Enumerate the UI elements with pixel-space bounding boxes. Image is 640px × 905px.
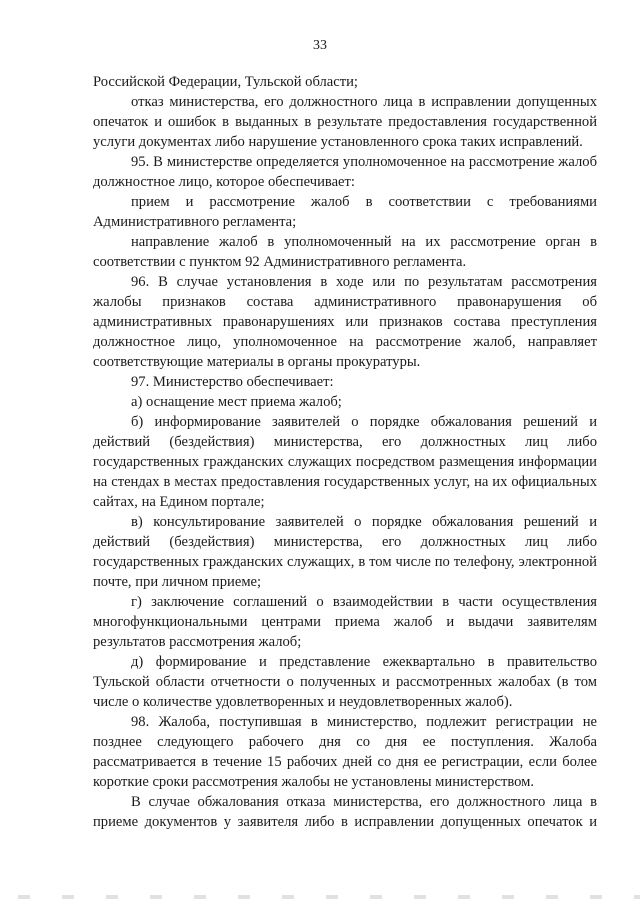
paragraph-97-d: д) формирование и представление ежеквартально в правительство Тульской области отчетности о полученных и рассмотренных жалобах (в том числе о количестве удовлетворенных и неудовлетворенных жалоб). bbox=[93, 654, 597, 710]
paragraph-continuation: Российской Федерации, Тульской области; bbox=[93, 74, 358, 90]
page-number: 33 bbox=[313, 38, 327, 53]
paragraph-95: 95. В министерстве определяется уполномоченное на рассмотрение жалоб должностное лицо, которое обеспечивает: bbox=[93, 154, 597, 190]
paragraph-refusal-corrections: отказ министерства, его должностного лица в исправлении допущенных опечаток и ошибок в выданных в результате предоставления государственной услуги документах либо нарушение установленного срока таких исправлений. bbox=[93, 94, 597, 150]
paragraph-97-g: г) заключение соглашений о взаимодействии в части осуществления многофункциональными центрами приема жалоб и выдачи заявителям результатов рассмотрения жалоб; bbox=[93, 594, 597, 650]
paragraph-96: 96. В случае установления в ходе или по результатам рассмотрения жалобы признаков состава административного правонарушения об административных правонарушениях или признаков состава преступления должностное лицо, уполномоченное на рассмотрение жалоб, направляет соответствующие материалы в органы прокуратуры. bbox=[93, 274, 597, 370]
paragraph-95-receipt: прием и рассмотрение жалоб в соответствии с требованиями Административного регламента; bbox=[93, 194, 597, 230]
paragraph-97-v: в) консультирование заявителей о порядке обжалования решений и действий (бездействия) министерства, его должностных лиц либо государственных гражданских служащих, в том числе по телефону, электронной почте, при личном приеме; bbox=[93, 514, 597, 590]
paragraph-98-appeal: В случае обжалования отказа министерства, его должностного лица в приеме документов у заявителя либо в исправлении допущенных опечаток и bbox=[93, 794, 597, 830]
scan-edge-artifact bbox=[0, 895, 640, 899]
paragraph-97-b: б) информирование заявителей о порядке обжалования решений и действий (бездействия) министерства, его должностных лиц либо государственных гражданских служащих посредством размещения информации на стендах в местах предоставления государственных услуг, на их официальных сайтах, на Едином портале; bbox=[93, 414, 597, 510]
paragraph-97: 97. Министерство обеспечивает: bbox=[131, 374, 334, 390]
document-body bbox=[93, 72, 597, 832]
paragraph-98: 98. Жалоба, поступившая в министерство, подлежит регистрации не позднее следующего рабочего дня со дня ее поступления. Жалоба рассматривается в течение 15 рабочих дней со дня ее регистрации, если более короткие сроки рассмотрения жалобы не установлены министерством. bbox=[93, 714, 597, 790]
paragraph-95-forwarding: направление жалоб в уполномоченный на их рассмотрение орган в соответствии с пунктом 92 Административного регламента. bbox=[93, 234, 597, 270]
paragraph-97-a: а) оснащение мест приема жалоб; bbox=[131, 394, 342, 410]
